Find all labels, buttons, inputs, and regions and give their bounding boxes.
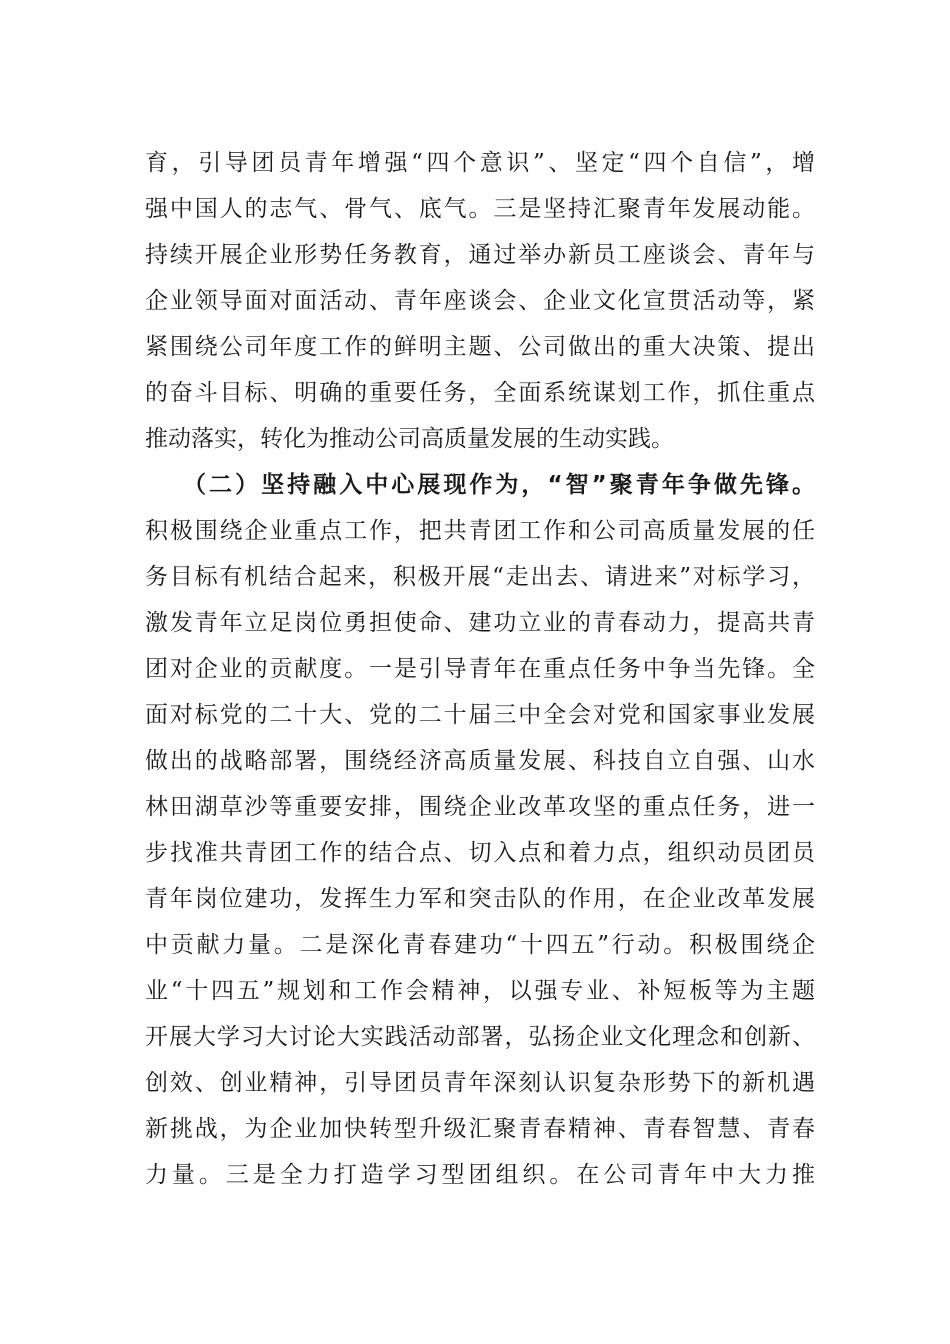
text-line: 积极围绕企业重点工作，把共青团工作和公司高质量发展的任 [145, 518, 815, 544]
text-line: 青年岗位建功，发挥生力军和突击队的作用，在企业改革发展 [145, 886, 815, 912]
text-line: 激发青年立足岗位勇担使命、建功立业的青春动力，提高共青 [145, 610, 815, 636]
text-line: 业“十四五”规划和工作会精神，以强专业、补短板等为主题 [145, 978, 815, 1004]
text-line: 的奋斗目标、明确的重要任务，全面系统谋划工作，抓住重点 [145, 380, 815, 406]
text-line: 开展大学习大讨论大实践活动部署，弘扬企业文化理念和创新、 [145, 1024, 815, 1050]
text-line: 新挑战，为企业加快转型升级汇聚青春精神、青春智慧、青春 [145, 1116, 815, 1142]
text-line: 推动落实，转化为推动公司高质量发展的生动实践。 [145, 426, 674, 452]
text-line: 持续开展企业形势任务教育，通过举办新员工座谈会、青年与 [145, 242, 815, 268]
text-line: 林田湖草沙等重要安排，围绕企业改革攻坚的重点任务，进一 [145, 794, 815, 820]
text-line: 紧围绕公司年度工作的鲜明主题、公司做出的重大决策、提出 [145, 334, 815, 360]
text-line: 务目标有机结合起来，积极开展“走出去、请进来”对标学习， [145, 564, 815, 590]
text-line: 强中国人的志气、骨气、底气。三是坚持汇聚青年发展动能。 [145, 196, 815, 222]
text-line: 企业领导面对面活动、青年座谈会、企业文化宣贯活动等，紧 [145, 288, 815, 314]
text-line: 步找准共青团工作的结合点、切入点和着力点，组织动员团员 [145, 840, 815, 866]
text-line: 中贡献力量。二是深化青春建功“十四五”行动。积极围绕企 [145, 932, 815, 958]
text-line: 面对标党的二十大、党的二十届三中全会对党和国家事业发展 [145, 702, 815, 728]
text-line: 做出的战略部署，围绕经济高质量发展、科技自立自强、山水 [145, 748, 815, 774]
section-heading: （二）坚持融入中心展现作为，“智”聚青年争做先锋。 [183, 472, 815, 498]
text-line: 力量。三是全力打造学习型团组织。在公司青年中大力推 [145, 1162, 815, 1188]
text-line: 团对企业的贡献度。一是引导青年在重点任务中争当先锋。全 [145, 656, 815, 682]
text-line: 育，引导团员青年增强“四个意识”、坚定“四个自信”，增 [145, 150, 815, 176]
text-line: 创效、创业精神，引导团员青年深刻认识复杂形势下的新机遇 [145, 1070, 815, 1096]
